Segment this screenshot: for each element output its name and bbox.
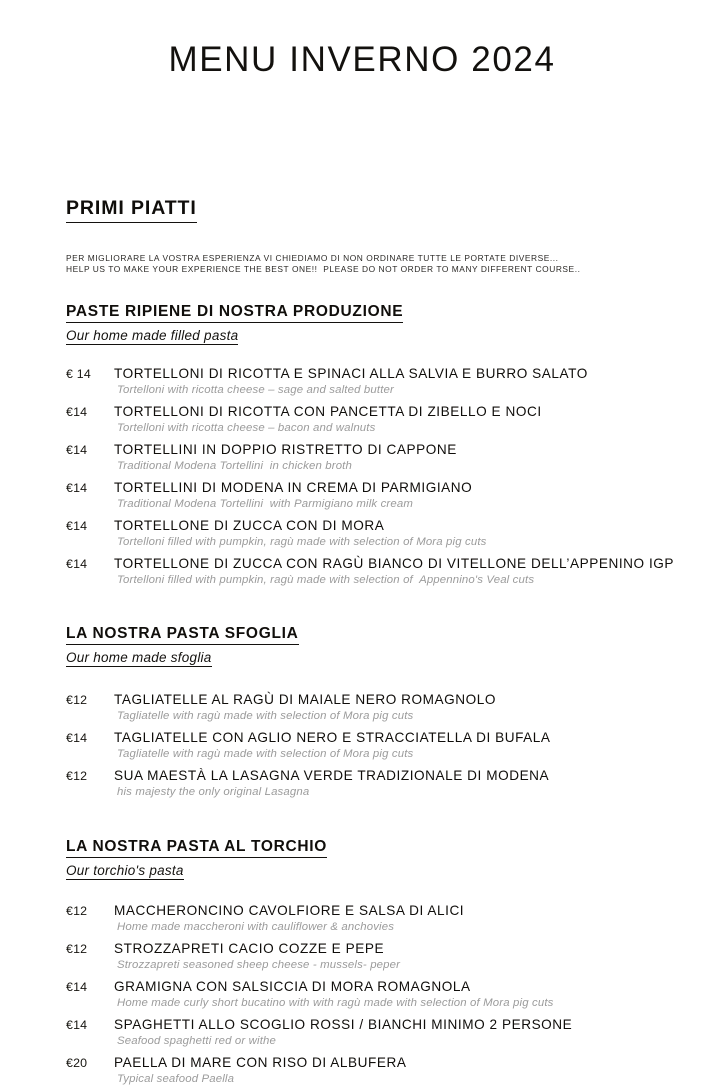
menu-item-description: Tortelloni filled with pumpkin, ragù made with selection of Mora pig cuts <box>117 535 487 548</box>
menu-item-name: GRAMIGNA CON SALSICCIA DI MORA ROMAGNOLA <box>114 978 471 994</box>
menu-item-name: TAGLIATELLE AL RAGÙ DI MAIALE NERO ROMAGNOLO <box>114 691 497 707</box>
menu-item-list <box>66 365 675 588</box>
menu-item-price: €12 <box>66 692 88 707</box>
ordering-note-english: HELP US TO MAKE YOUR EXPERIENCE THE BEST ONE!! PLEASE DO NOT ORDER TO MANY DIFFERENT COURSE.. <box>66 264 581 275</box>
menu-item-price: € 14 <box>66 366 91 381</box>
menu-item-name: MACCHERONCINO CAVOLFIORE E SALSA DI ALICI <box>114 902 465 918</box>
menu-item-description: Tortelloni with ricotta cheese – sage and salted butter <box>117 383 394 396</box>
menu-item-row <box>66 555 675 573</box>
menu-item <box>66 365 666 398</box>
menu-item <box>66 1054 666 1087</box>
menu-item-row <box>66 479 666 497</box>
menu-item <box>66 767 666 800</box>
menu-item-name: SPAGHETTI ALLO SCOGLIO ROSSI / BIANCHI MINIMO 2 PERSONE <box>114 1016 573 1032</box>
menu-item-description: Strozzapreti seasoned sheep cheese - mussels- peper <box>117 958 401 971</box>
menu-item-row <box>66 517 666 535</box>
menu-item <box>66 902 666 935</box>
menu-item-price: €14 <box>66 556 88 571</box>
menu-item-row <box>66 403 666 421</box>
menu-item-list <box>66 902 666 1087</box>
page-title: MENU INVERNO 2024 <box>168 40 556 79</box>
menu-item-price: €14 <box>66 730 88 745</box>
menu-item-description: Tortelloni filled with pumpkin, ragù made with selection of Appennino's Veal cuts <box>117 573 535 586</box>
menu-item-description: Traditional Modena Tortellini with Parmigiano milk cream <box>117 497 413 510</box>
menu-item-price: €14 <box>66 979 88 994</box>
menu-item-name: TORTELLINI IN DOPPIO RISTRETTO DI CAPPONE <box>114 441 457 457</box>
menu-item-price: €12 <box>66 941 88 956</box>
menu-item-description: Tortelloni with ricotta cheese – bacon and walnuts <box>117 421 376 434</box>
menu-item-price: €20 <box>66 1055 88 1070</box>
section-heading-english: Our torchio's pasta <box>66 862 184 878</box>
menu-item <box>66 441 666 474</box>
menu-section <box>66 302 675 588</box>
menu-item-name: PAELLA DI MARE CON RISO DI ALBUFERA <box>114 1054 407 1070</box>
menu-item-name: TORTELLONI DI RICOTTA E SPINACI ALLA SALVIA E BURRO SALATO <box>114 365 588 381</box>
menu-item-price: €14 <box>66 442 88 457</box>
menu-item-price: €14 <box>66 404 88 419</box>
menu-item-name: TORTELLONE DI ZUCCA CON DI MORA <box>114 517 385 533</box>
section-heading-english: Our home made filled pasta <box>66 327 239 343</box>
menu-item-name: TORTELLONI DI RICOTTA CON PANCETTA DI ZIBELLO E NOCI <box>114 403 542 419</box>
menu-item <box>66 729 666 762</box>
menu-sections <box>66 302 675 1087</box>
section-heading-italian: LA NOSTRA PASTA SFOGLIA <box>66 624 299 645</box>
primi-piatti-heading: PRIMI PIATTI <box>66 196 197 223</box>
section-heading-italian: LA NOSTRA PASTA AL TORCHIO <box>66 837 327 858</box>
menu-item-row <box>66 441 666 459</box>
menu-item-row <box>66 729 666 747</box>
menu-item <box>66 978 666 1011</box>
menu-item-description: Traditional Modena Tortellini in chicken broth <box>117 459 352 472</box>
menu-item <box>66 691 666 724</box>
menu-item-description: Seafood spaghetti red or withe <box>117 1034 277 1047</box>
menu-item-price: €14 <box>66 1017 88 1032</box>
menu-item-row <box>66 691 666 709</box>
menu-item-description: Typical seafood Paella <box>117 1072 235 1085</box>
menu-item-price: €14 <box>66 480 88 495</box>
menu-item-row <box>66 940 666 958</box>
ordering-note <box>66 253 666 276</box>
menu-item-description: his majesty the only original Lasagna <box>117 785 310 798</box>
menu-item-description: Home made curly short bucatino with with ragù made with selection of Mora pig cuts <box>117 996 554 1009</box>
menu-item <box>66 1016 666 1049</box>
menu-item-price: €14 <box>66 518 88 533</box>
menu-item-name: TORTELLINI DI MODENA IN CREMA DI PARMIGIANO <box>114 479 473 495</box>
menu-item-name: SUA MAESTÀ LA LASAGNA VERDE TRADIZIONALE DI MODENA <box>114 767 550 783</box>
section-heading-italian: PASTE RIPIENE DI NOSTRA PRODUZIONE <box>66 302 403 323</box>
menu-item-name: TORTELLONE DI ZUCCA CON RAGÙ BIANCO DI VITELLONE DELL’APPENINO IGP <box>114 555 675 571</box>
menu-item <box>66 555 675 588</box>
menu-item <box>66 403 666 436</box>
menu-item <box>66 479 666 512</box>
menu-item-description: Home made maccheroni with cauliflower & anchovies <box>117 920 395 933</box>
menu-item-row <box>66 902 666 920</box>
menu-item <box>66 517 666 550</box>
menu-content <box>66 196 675 1092</box>
menu-item-price: €12 <box>66 903 88 918</box>
menu-item-row <box>66 767 666 785</box>
menu-item-name: TAGLIATELLE CON AGLIO NERO E STRACCIATELLA DI BUFALA <box>114 729 551 745</box>
menu-item-description: Tagliatelle with ragù made with selection of Mora pig cuts <box>117 747 414 760</box>
menu-section <box>66 837 666 1087</box>
menu-item <box>66 940 666 973</box>
menu-item-description: Tagliatelle with ragù made with selection of Mora pig cuts <box>117 709 414 722</box>
menu-item-row <box>66 365 666 383</box>
menu-item-name: STROZZAPRETI CACIO COZZE E PEPE <box>114 940 385 956</box>
menu-item-row <box>66 1016 666 1034</box>
section-heading-english: Our home made sfoglia <box>66 649 212 665</box>
ordering-note-italian: PER MIGLIORARE LA VOSTRA ESPERIENZA VI CHIEDIAMO DI NON ORDINARE TUTTE LE PORTATE DIVERSE... <box>66 253 559 263</box>
menu-item-price: €12 <box>66 768 88 783</box>
menu-item-row <box>66 1054 666 1072</box>
menu-item-list <box>66 691 666 800</box>
menu-item-row <box>66 978 666 996</box>
menu-section <box>66 624 666 800</box>
